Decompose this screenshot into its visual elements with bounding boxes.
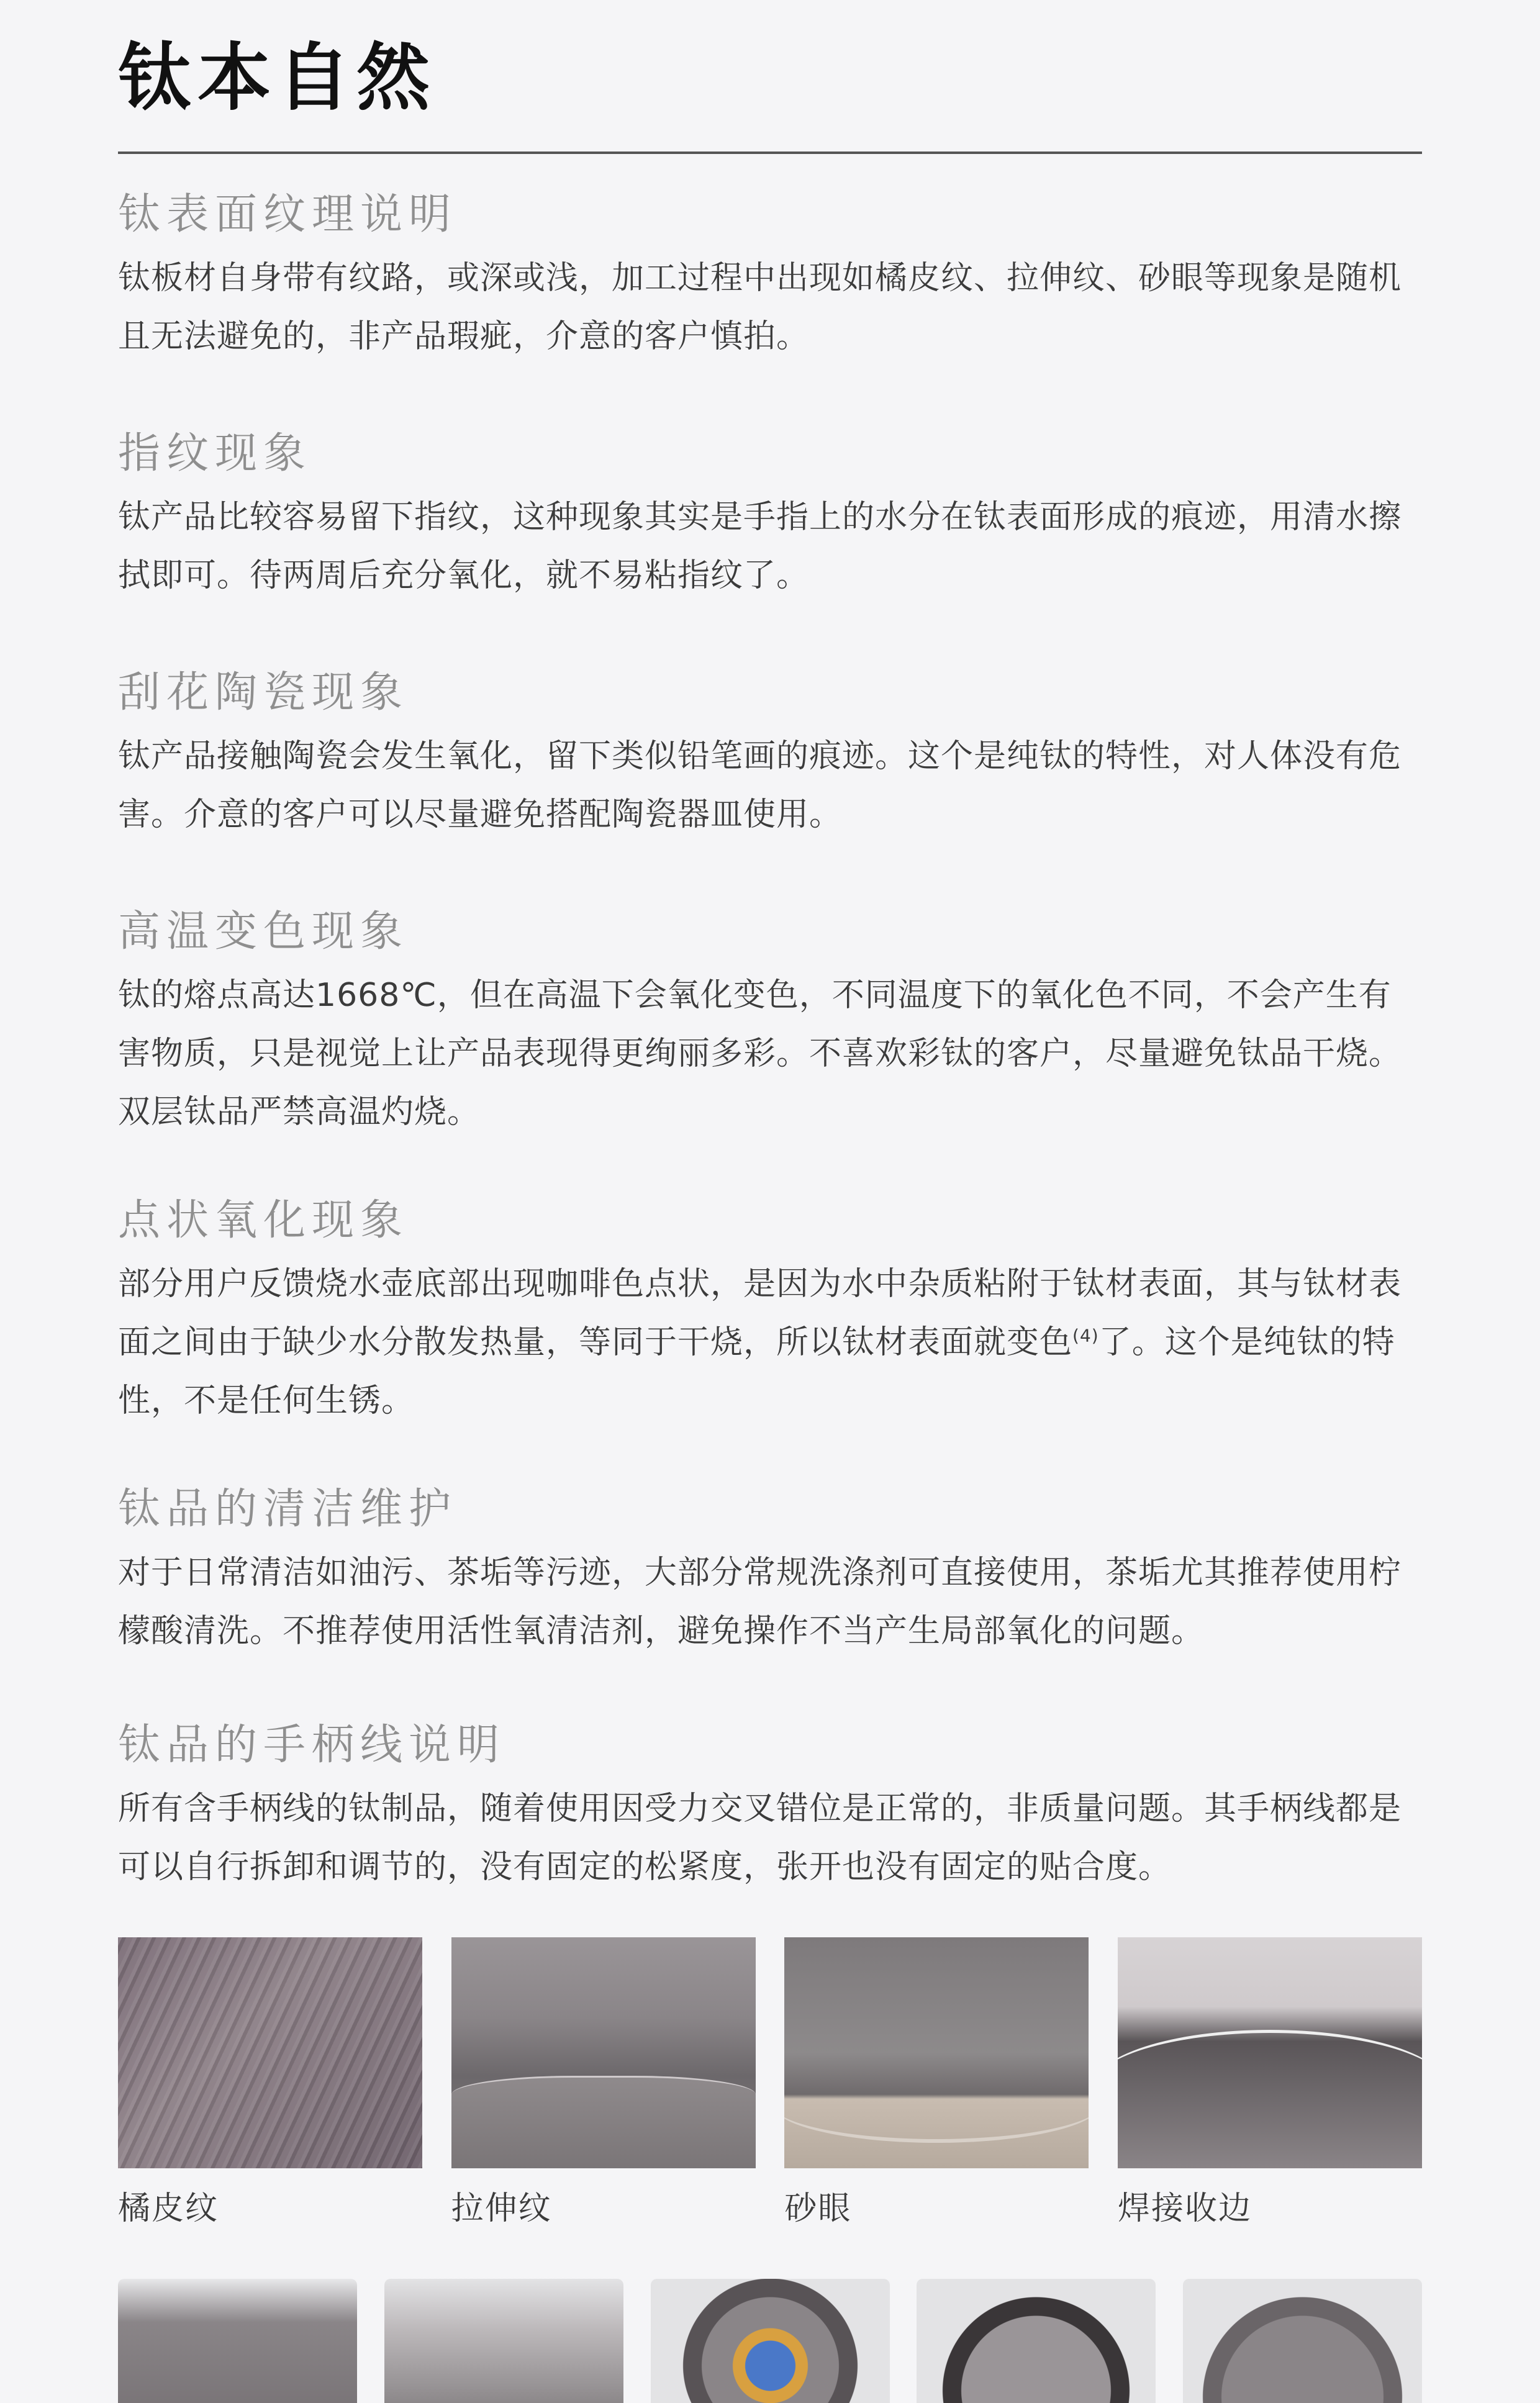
section-body: 钛板材自身带有纹路，或深或浅，加工过程中出现如橘皮纹、拉伸纹、砂眼等现象是随机且无法避免的，非产品瑕疵，介意的客户慎拍。: [118, 259, 1402, 355]
section-cleaning: [118, 1484, 1422, 1660]
thumbnail-orange-peel: [118, 1937, 422, 2229]
product-photo: [651, 2279, 890, 2403]
section-body: 钛产品接触陶瓷会发生氧化，留下类似铅笔画的痕迹。这个是纯钛的特性，对人体没有危害。介意的客户可以尽量避免搭配陶瓷器皿使用。: [118, 737, 1402, 833]
thumbnail-caption: 砂眼: [784, 2190, 852, 2227]
thumbnail-weld-edge: [1118, 1937, 1422, 2229]
section-handle-wire: [118, 1720, 1422, 1896]
product-photo: [118, 2279, 357, 2403]
section-heading: 点状氧化现象: [118, 1196, 409, 1245]
section-heat-discoloration: [118, 907, 1422, 1141]
page-title: 钛本自然: [118, 34, 437, 120]
thumbnail-caption: 橘皮纹: [118, 2190, 219, 2227]
product-photo: [917, 2279, 1156, 2403]
thumbnail-caption: 拉伸纹: [451, 2190, 552, 2227]
product-photo: [1183, 2279, 1422, 2403]
title-divider: [118, 152, 1422, 154]
section-spot-oxidation: [118, 1195, 1422, 1430]
section-texture: [118, 189, 1422, 366]
orange-peel-texture-image: [118, 1937, 422, 2168]
footnote-marker: (4): [1072, 1325, 1099, 1346]
section-body: [118, 1255, 1422, 1430]
section-fingerprint: [118, 428, 1422, 605]
product-photo-row: [118, 2279, 1422, 2403]
thumbnail-pinhole: [784, 1937, 1089, 2229]
section-body: 对于日常清洁如油污、茶垢等污迹，大部分常规洗涤剂可直接使用，茶垢尤其推荐使用柠檬酸清洗。不推荐使用活性氧清洁剂，避免操作不当产生局部氧化的问题。: [118, 1554, 1402, 1650]
section-heading: 高温变色现象: [118, 907, 409, 956]
stretch-lines-image: [451, 1937, 756, 2168]
texture-thumbnail-row: [118, 1937, 1422, 2229]
weld-edge-image: [1118, 1937, 1422, 2168]
body-text: 了。这个是纯钛的特性，不是任何生锈。: [118, 1323, 1395, 1419]
thumbnail-stretch-lines: [451, 1937, 756, 2229]
section-heading: 钛表面纹理说明: [118, 190, 458, 239]
section-body: 钛产品比较容易留下指纹，这种现象其实是手指上的水分在钛表面形成的痕迹，用清水擦拭即可。待两周后充分氧化，就不易粘指纹了。: [118, 498, 1402, 594]
section-ceramic-scratch: [118, 668, 1422, 844]
body-text: 部分用户反馈烧水壶底部出现咖啡色点状，是因为水中杂质粘附于钛材表面，其与钛材表面之间由于缺少水分散发热量，等同于干烧，所以钛材表面就变色: [118, 1265, 1402, 1361]
section-heading: 刮花陶瓷现象: [118, 668, 409, 717]
section-heading: 指纹现象: [118, 429, 312, 478]
pinhole-image: [784, 1937, 1089, 2168]
section-heading: 钛品的手柄线说明: [118, 1721, 506, 1770]
thumbnail-caption: 焊接收边: [1117, 2190, 1252, 2227]
section-body: 钛的熔点高达1668℃，但在高温下会氧化变色，不同温度下的氧化色不同，不会产生有害物质，只是视觉上让产品表现得更绚丽多彩。不喜欢彩钛的客户，尽量避免钛品干烧。双层钛品严禁高温灼烧。: [118, 976, 1402, 1131]
product-photo: [384, 2279, 623, 2403]
section-body: 所有含手柄线的钛制品，随着使用因受力交叉错位是正常的，非质量问题。其手柄线都是可以自行拆卸和调节的，没有固定的松紧度，张开也没有固定的贴合度。: [118, 1790, 1402, 1886]
section-heading: 钛品的清洁维护: [118, 1485, 458, 1534]
